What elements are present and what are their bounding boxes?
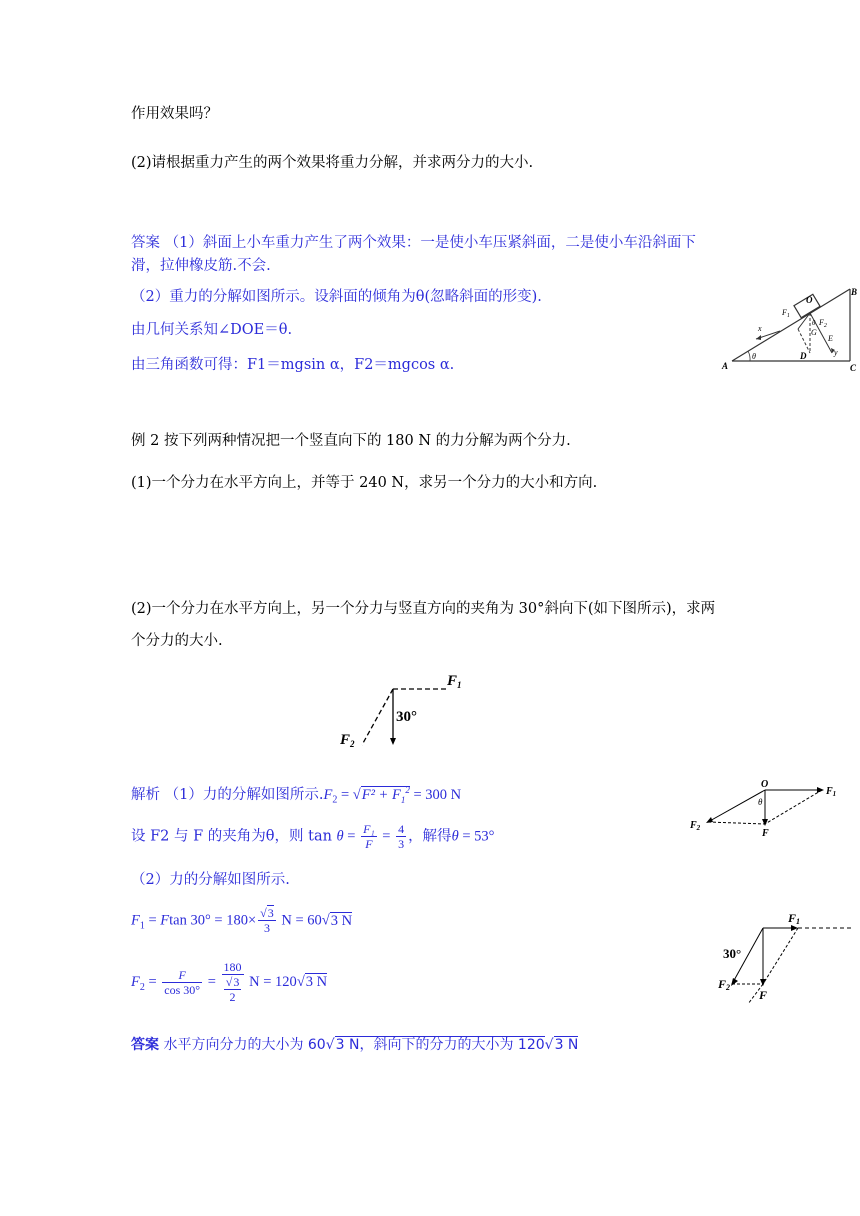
force-30-diagram xyxy=(335,665,475,755)
question-line-1: 作用效果吗？ xyxy=(131,106,218,122)
label-C: C xyxy=(850,363,857,373)
answer-line-2: 滑，拉伸橡皮筋.不会. xyxy=(131,258,271,274)
label-O: O xyxy=(806,295,813,305)
label-B: B xyxy=(851,287,858,297)
solution-diagram-1 xyxy=(688,776,848,841)
answer-line-5: 由三角函数可得：F1＝mgsin α，F2＝mgcos α. xyxy=(131,357,455,373)
angle-30-label: 30° xyxy=(723,946,742,961)
f2-right-label: $F_2$ xyxy=(690,820,701,832)
example-2-line: 例 2 按下列两种情况把一个竖直向下的 180 N 的力分解为两个分力. xyxy=(131,433,571,449)
f1-right-label: $F_1$ xyxy=(826,786,837,798)
label-A: A xyxy=(722,361,729,371)
solution-line-3: （2）力的分解如图所示. xyxy=(131,872,290,888)
label-theta-2: θ xyxy=(812,319,816,327)
label-G: G xyxy=(811,328,817,337)
label-theta: θ xyxy=(752,352,756,361)
label-x: x xyxy=(758,324,762,333)
solution-line-4: $F_1 = Ftan$ 30° = 180× $\frac{√3}{3}$ N = 60√3 N xyxy=(131,906,353,935)
solution-diagram-2 xyxy=(718,908,856,1008)
f1-r2-label: F1 xyxy=(788,911,801,926)
example-2-part1: (1)一个分力在水平方向上，并等于 240 N，求另一个分力的大小和方向. xyxy=(131,475,598,491)
f2-r2-label: F2 xyxy=(718,977,731,992)
f-right-label: F xyxy=(762,828,769,839)
answer-label: 答案 xyxy=(131,1037,159,1053)
incline-diagram xyxy=(720,283,860,373)
solution-line-2: 设 F2 与 F 的夹角为θ，则 tan θ = $\frac{\text{F₁}}{F}$ = $\frac{4}{3}$ ，解得θ = 53° xyxy=(131,822,495,851)
label-F1: $F_1$ xyxy=(782,308,790,319)
solution-line-5: $F_2$ = $\frac{F}{\cos 30^\circ}$ = $\frac{180}{\frac{√3}{2}}$ N = 120√3 N xyxy=(131,960,328,1004)
answer-line-1: 答案 （1）斜面上小车重力产生了两个效果：一是使小车压紧斜面，二是使小车沿斜面下 xyxy=(131,235,696,251)
question-line-2: (2)请根据重力产生的两个效果将重力分解，并求两分力的大小. xyxy=(131,155,534,171)
f-r2-label: F xyxy=(759,988,768,1002)
final-answer: 答案 水平方向分力的大小为 60√3 N，斜向下的分力的大小为 120√3 N xyxy=(131,1037,579,1053)
label-E: E xyxy=(828,334,833,343)
label-F2: $F_2$ xyxy=(819,318,827,329)
example-2-part2-a: (2)一个分力在水平方向上，另一个分力与竖直方向的夹角为 30°斜向下(如下图所示)，求两 xyxy=(131,601,716,617)
f2-label: $F_2$ xyxy=(340,732,355,749)
o-label: O xyxy=(761,779,769,790)
answer-line-4: 由几何关系知∠DOE＝θ. xyxy=(131,322,293,338)
example-2-part2-b: 个分力的大小. xyxy=(131,633,223,649)
solution-line-1: 解析 （1）力的分解如图所示$.F_2 = √F^2 + F_1^2 = 300$ N xyxy=(131,785,462,806)
label-D: D xyxy=(800,351,807,361)
angle-label: 30° xyxy=(396,709,417,725)
answer-line-3: （2）重力的分解如图所示。设斜面的倾角为θ(忽略斜面的形变). xyxy=(131,289,542,305)
f1-label: $F_1$ xyxy=(447,673,462,690)
theta-label: θ xyxy=(758,797,763,807)
label-y: y xyxy=(834,348,838,357)
